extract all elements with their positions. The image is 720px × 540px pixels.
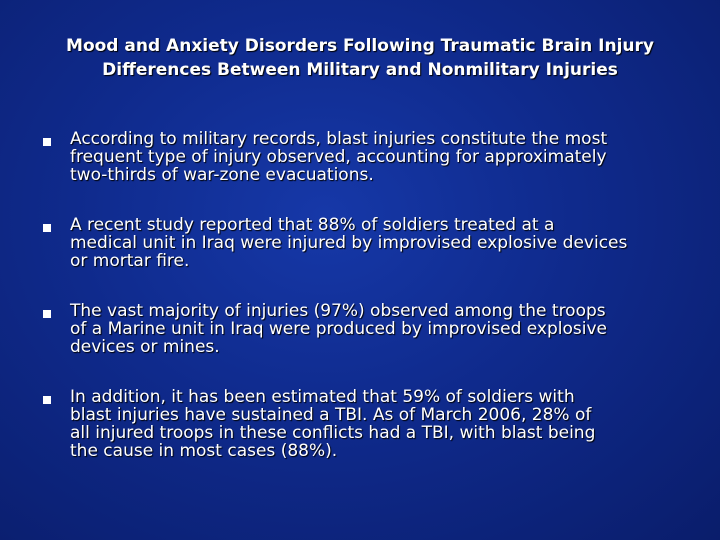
bullet-text: According to military records, blast injuries constitute the most frequent type of injury observed, accounting for approximately two-thirds of war-zone evacuations. (70, 129, 608, 185)
square-bullet-icon (43, 396, 51, 404)
bullet-text: The vast majority of injuries (97%) observed among the troops of a Marine unit in Iraq were produced by improvised explosive devices or mines. (70, 301, 607, 357)
bullet-text: In addition, it has been estimated that 59% of soldiers with blast injuries have sustained a TBI. As of March 2006, 28% of all injured troops in these conflicts had a TBI, with blast being the cause in most cases (88%). (70, 387, 596, 461)
square-bullet-icon (43, 138, 51, 146)
title-line-1: Mood and Anxiety Disorders Following Traumatic Brain Injury (66, 36, 654, 56)
square-bullet-icon (43, 224, 51, 232)
title-line-2: Differences Between Military and Nonmilitary Injuries (102, 60, 618, 80)
bullet-text: A recent study reported that 88% of soldiers treated at a medical unit in Iraq were injured by improvised explosive devices or mortar fire. (70, 215, 628, 271)
square-bullet-icon (43, 310, 51, 318)
